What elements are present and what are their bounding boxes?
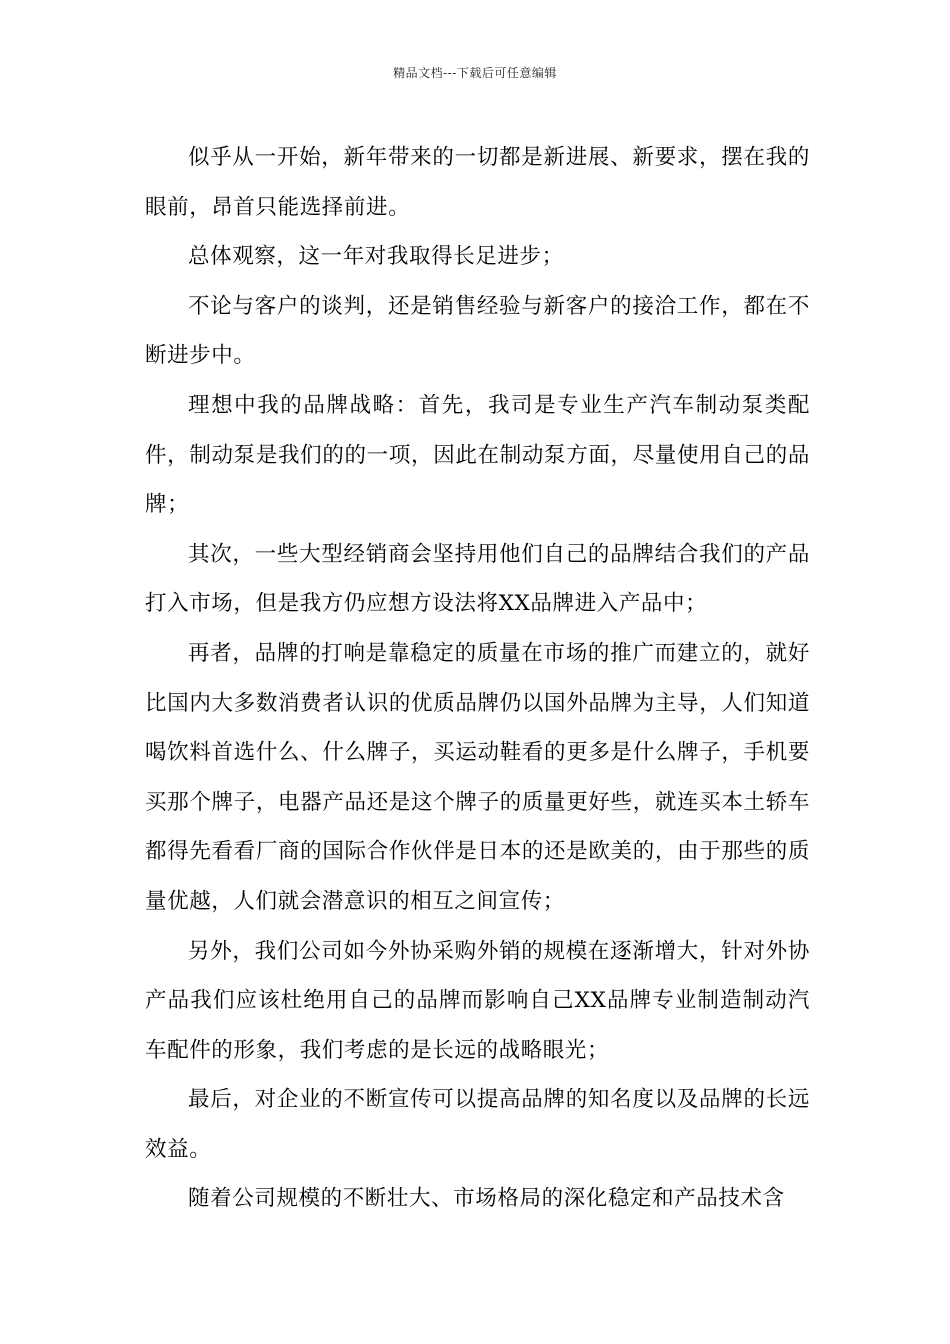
paragraph: 另外，我们公司如今外协采购外销的规模在逐渐增大，针对外协产品我们应该杜绝用自己的品牌而影响自己XX品牌专业制造制动汽车配件的形象，我们考虑的是长远的战略眼光；: [145, 938, 810, 1063]
page-header: 精品文档---下载后可任意编辑: [393, 66, 557, 80]
paragraph: 随着公司规模的不断壮大、市场格局的深化稳定和产品技术含: [188, 1186, 785, 1212]
paragraph: 似乎从一开始，新年带来的一切都是新进展、新要求，摆在我的眼前，昂首只能选择前进。: [145, 145, 810, 220]
paragraph: 再者，品牌的打响是靠稳定的质量在市场的推广而建立的，就好比国内大多数消费者认识的优质品牌仍以国外品牌为主导，人们知道喝饮料首选什么、什么牌子，买运动鞋看的更多是什么牌子，手机要买那个牌子，电器产品还是这个牌子的质量更好些，就连买本土轿车都得先看看厂商的国际合作伙伴是日本的还是欧美的，由于那些的质量优越，人们就会潜意识的相互之间宣传；: [145, 640, 810, 914]
paragraph: 最后，对企业的不断宣传可以提高品牌的知名度以及品牌的长远效益。: [145, 1087, 810, 1162]
paragraph: 总体观察，这一年对我取得长足进步；: [188, 244, 564, 270]
paragraph: 其次，一些大型经销商会坚持用他们自己的品牌结合我们的产品打入市场，但是我方仍应想方设法将XX品牌进入产品中；: [145, 541, 810, 617]
paragraph: 理想中我的品牌战略：首先，我司是专业生产汽车制动泵类配件，制动泵是我们的的一项，因此在制动泵方面，尽量使用自己的品牌；: [145, 392, 810, 518]
paragraph: 不论与客户的谈判，还是销售经验与新客户的接洽工作，都在不断进步中。: [145, 293, 810, 369]
document-body: [145, 133, 810, 1224]
